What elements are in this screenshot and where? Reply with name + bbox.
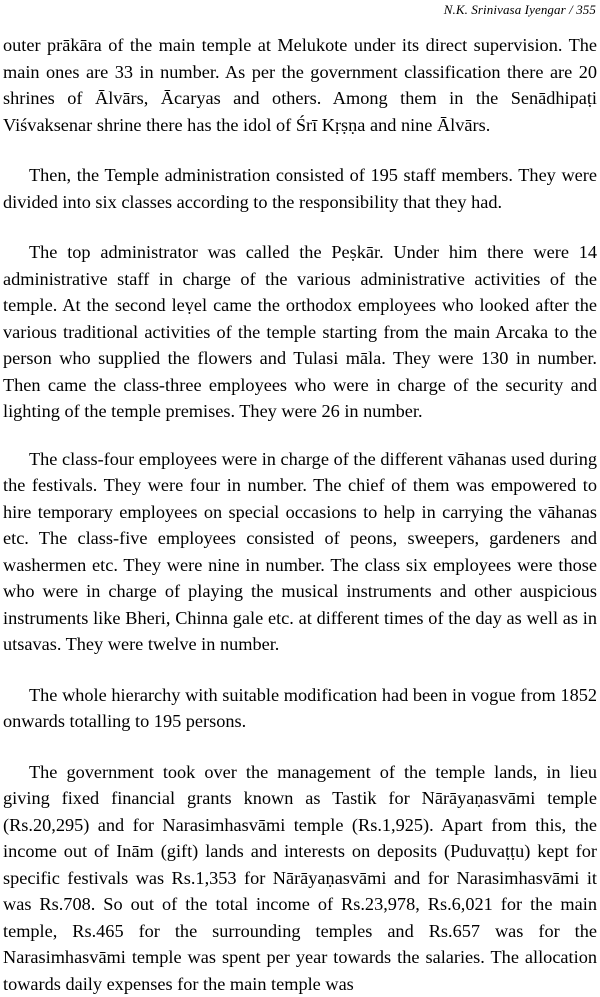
paragraph-government: The government took over the management of the temple lands, in lieu giving fixed financial grants known as Tastik for Nārāyaṇasvāmi temple (Rs.20,295) and for Narasimhasvāmi temple (Rs.1,925). Apart from this, the income out of Inām (gift) lands and interests on deposits (Puduvaṭṭu) kept for specific festivals was Rs.1,353 for Nārāyaṇasvāmi and for Narasimhasvāmi it was Rs.708. So out of the total income of Rs.23,978, Rs.6,021 for the main temple, Rs.465 for the surrounding temples and Rs.657 was for the Narasimhasvāmi temple was spent per year towards the salaries. The allocation towards daily expenses for the main temple was — [3, 759, 597, 997]
running-head: N.K. Srinivasa Iyengar / 355 — [444, 2, 596, 18]
paragraph-administrator: The top administrator was called the Peṣkār. Under him there were 14 administrative staff in charge of the various administrative activities of the temple. At the second leṿel came the orthodox employees who looked after the various traditional activities of the temple starting from the main Arcaka to the person who supplied the flowers and Tulasi māla. They were 130 in number. Then came the class-three employees who were in charge of the security and lighting of the temple premises. They were 26 in number. — [3, 239, 597, 425]
paragraph-continued: outer prākāra of the main temple at Melukote under its direct supervision. The main ones are 33 in number. As per the government classification there are 20 shrines of Ālvārs, Ācaryas and others. Among them in the Senādhipaṭi Viśvaksenar shrine there has the idol of Śrī Kṛṣṇa and nine Ālvārs. — [3, 32, 597, 138]
paragraph-hierarchy: The whole hierarchy with suitable modification had been in vogue from 1852 onwards totalling to 195 persons. — [3, 682, 597, 735]
paragraph-staff: Then, the Temple administration consisted of 195 staff members. They were divided into six classes according to the responsibility that they had. — [3, 162, 597, 215]
paragraph-class-four: The class-four employees were in charge of the different vāhanas used during the festivals. They were four in number. The chief of them was empowered to hire temporary employees on special occasions to help in carrying the vāhanas etc. The class-five employees consisted of peons, sweepers, gardeners and washermen etc. They were nine in number. The class six employees were those who were in charge of playing the musical instruments and other auspicious instruments like Bheri, Chinna gale etc. at different times of the day as well as in utsavas. They were twelve in number. — [3, 446, 597, 658]
body-text — [3, 32, 597, 997]
